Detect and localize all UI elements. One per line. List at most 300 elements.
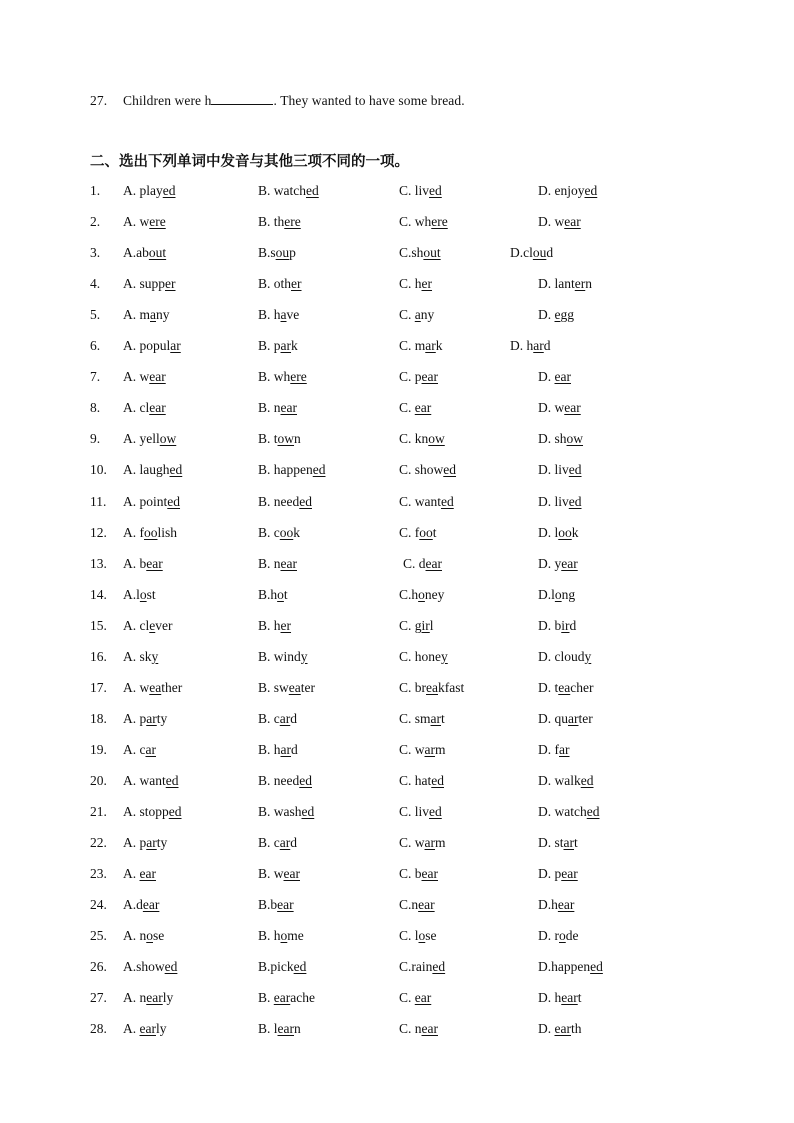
question-row <box>0 276 794 296</box>
option-c[interactable] <box>399 804 442 820</box>
question-row <box>0 494 794 514</box>
underlined-sound: er <box>421 276 433 292</box>
question-number: 23. <box>90 866 107 882</box>
option-text: C.h <box>399 586 419 602</box>
option-text: D. watch <box>538 804 587 819</box>
option-d[interactable] <box>538 587 575 603</box>
option-d[interactable] <box>538 742 570 758</box>
option-text-rest: t <box>283 586 288 602</box>
underlined-sound: oo <box>144 524 158 540</box>
option-text-rest: me <box>287 928 304 944</box>
underlined-sound: ear <box>273 990 291 1006</box>
option-text-rest: k <box>571 524 579 540</box>
option-d[interactable] <box>538 773 594 789</box>
section-title: 二、选出下列单词中发音与其他三项不同的一项。 <box>90 154 409 170</box>
option-b[interactable] <box>258 183 319 199</box>
option-text: A. f <box>123 524 144 540</box>
underlined-sound: o <box>280 928 288 944</box>
option-text: A. c <box>123 741 146 757</box>
option-b[interactable] <box>258 587 288 603</box>
underlined-sound: ar <box>559 741 570 757</box>
underlined-sound: ar <box>280 741 292 757</box>
underlined-sound: oo <box>419 524 433 540</box>
option-b[interactable] <box>258 990 315 1006</box>
question-row <box>0 369 794 389</box>
option-text-rest: d <box>569 617 577 633</box>
option-b[interactable] <box>258 400 297 416</box>
option-a[interactable] <box>123 587 156 603</box>
option-c[interactable] <box>399 494 454 510</box>
question-number: 21. <box>90 804 107 819</box>
option-text: A. sk <box>123 648 152 664</box>
option-text-rest: n <box>294 1021 301 1037</box>
option-a[interactable] <box>123 928 164 944</box>
option-text: B. n <box>258 400 281 416</box>
option-text-rest: ny <box>420 307 435 323</box>
option-text: B. h <box>258 928 281 944</box>
option-text: D. r <box>538 928 559 944</box>
underlined-sound: ed <box>580 772 594 788</box>
option-text: C.rain <box>399 959 433 975</box>
underlined-sound: out <box>423 245 441 261</box>
underlined-sound: er <box>291 276 302 292</box>
option-d[interactable] <box>538 431 583 447</box>
option-d[interactable] <box>538 369 571 385</box>
option-text: D. w <box>538 400 565 416</box>
option-c[interactable] <box>399 618 434 634</box>
option-b[interactable] <box>258 742 298 758</box>
option-d[interactable] <box>538 680 593 696</box>
question-number: 16. <box>90 648 107 664</box>
option-a[interactable] <box>123 369 166 385</box>
option-text: D. liv <box>538 493 569 509</box>
option-text: A. laugh <box>123 462 170 478</box>
option-c[interactable] <box>399 307 434 323</box>
underlined-sound: oo <box>279 524 294 540</box>
option-d[interactable] <box>538 525 579 541</box>
underlined-sound: ear <box>421 369 438 385</box>
option-a[interactable] <box>123 990 173 1006</box>
option-b[interactable] <box>258 245 296 261</box>
option-text: C. <box>399 400 415 416</box>
option-d[interactable] <box>538 711 593 727</box>
underlined-sound: ed <box>441 493 454 509</box>
option-d[interactable] <box>538 400 581 416</box>
question-row <box>0 680 794 700</box>
option-a[interactable] <box>123 183 176 199</box>
question-number: 27. <box>90 990 107 1006</box>
option-text: B. happen <box>258 462 313 478</box>
option-text: D.h <box>538 897 558 913</box>
underlined-sound: ar <box>563 835 575 851</box>
option-c[interactable] <box>399 928 437 944</box>
question-number: 17. <box>90 679 107 695</box>
option-text: C. want <box>399 493 441 509</box>
option-b[interactable] <box>258 307 299 323</box>
option-c[interactable] <box>399 245 441 261</box>
underlined-sound: ear <box>557 897 575 913</box>
option-text: B. l <box>258 1021 278 1037</box>
option-c[interactable] <box>399 400 431 416</box>
option-text: A.d <box>123 897 143 913</box>
underlined-sound: ar <box>568 710 579 726</box>
question-number: 24. <box>90 897 107 913</box>
option-a[interactable] <box>123 214 166 230</box>
underlined-sound: ed <box>586 804 600 819</box>
underlined-sound: ear <box>283 866 300 882</box>
option-text: B. watch <box>258 183 306 198</box>
option-text: A. cl <box>123 617 150 633</box>
underlined-sound: ed <box>293 959 307 975</box>
option-a[interactable] <box>123 773 179 789</box>
option-b[interactable] <box>258 494 312 510</box>
underlined-sound: ear <box>277 897 294 913</box>
underlined-sound: ed <box>167 493 181 509</box>
option-text: A. cl <box>123 400 150 416</box>
option-b[interactable] <box>258 618 291 634</box>
option-text: D. walk <box>538 772 581 788</box>
question-number: 10. <box>90 462 107 478</box>
option-b[interactable] <box>258 1021 301 1037</box>
question-number: 3. <box>90 245 101 261</box>
option-c[interactable] <box>399 835 446 851</box>
option-text: D.happen <box>538 959 591 975</box>
option-d[interactable] <box>538 183 597 199</box>
underlined-sound: ed <box>429 804 442 819</box>
option-b[interactable] <box>258 897 294 913</box>
option-text: D. lant <box>538 276 575 292</box>
underlined-sound: ar <box>170 338 181 354</box>
question-number: 14. <box>90 586 107 602</box>
option-text: A. supp <box>123 276 166 292</box>
option-text: B. sw <box>258 679 289 695</box>
option-c[interactable] <box>399 680 464 696</box>
option-d[interactable] <box>538 649 591 665</box>
underlined-sound: ea <box>288 679 301 695</box>
option-d[interactable] <box>538 897 574 913</box>
underlined-sound: ear <box>425 555 442 571</box>
option-c[interactable] <box>399 897 435 913</box>
option-text: C. kn <box>399 431 429 447</box>
question-row <box>0 866 794 886</box>
underlined-sound: ar <box>280 338 292 354</box>
option-b[interactable] <box>258 711 297 727</box>
question-number: 11. <box>90 493 107 509</box>
option-c[interactable] <box>399 462 456 478</box>
option-text: D. enjoy <box>538 183 585 198</box>
underlined-sound: ar <box>145 741 156 757</box>
option-d[interactable] <box>538 276 592 292</box>
option-text-rest: m <box>435 741 446 757</box>
option-text: C. show <box>399 462 444 478</box>
option-text: A. w <box>123 679 150 695</box>
option-b[interactable] <box>258 556 297 572</box>
option-text: D. t <box>538 679 559 695</box>
option-c[interactable] <box>399 1021 438 1037</box>
option-c[interactable] <box>399 959 445 975</box>
question-row <box>0 556 794 576</box>
underlined-sound: o <box>418 586 425 602</box>
option-c[interactable] <box>399 214 448 230</box>
option-d[interactable] <box>510 245 553 261</box>
option-text: D. <box>538 1021 555 1037</box>
option-d[interactable] <box>538 494 582 510</box>
option-a[interactable] <box>123 897 159 913</box>
option-a[interactable] <box>123 307 170 323</box>
option-text: A. play <box>123 183 163 198</box>
option-c[interactable] <box>399 866 438 882</box>
option-a[interactable] <box>123 742 156 758</box>
underlined-sound: ear <box>421 866 438 882</box>
option-text: D. p <box>538 866 562 882</box>
question-row <box>0 990 794 1010</box>
underlined-sound: ear <box>149 369 166 385</box>
option-text: D.l <box>538 586 555 602</box>
option-d[interactable] <box>538 1021 582 1037</box>
option-text: D. liv <box>538 462 569 478</box>
option-c[interactable] <box>399 431 445 447</box>
question-row <box>0 897 794 917</box>
option-text-rest: lish <box>157 524 178 540</box>
underlined-sound: ear <box>139 1021 156 1037</box>
underlined-sound: ir <box>421 617 430 633</box>
question-number: 4. <box>90 276 101 292</box>
option-d[interactable] <box>538 214 581 230</box>
option-text: D. cloud <box>538 648 585 664</box>
option-text: B. c <box>258 710 280 726</box>
option-b[interactable] <box>258 276 302 292</box>
option-a[interactable] <box>123 431 176 447</box>
option-c[interactable] <box>399 649 448 665</box>
option-a[interactable] <box>123 835 167 851</box>
option-b[interactable] <box>258 680 315 696</box>
underlined-sound: ar <box>146 710 157 726</box>
option-text: A. point <box>123 493 168 509</box>
underlined-sound: ed <box>568 493 582 509</box>
option-text: D. y <box>538 555 562 571</box>
option-text: A.show <box>123 959 165 975</box>
option-a[interactable] <box>123 959 177 975</box>
option-text-rest: t <box>577 990 582 1006</box>
option-text: C.sh <box>399 245 424 261</box>
option-text-rest: se <box>153 928 165 944</box>
option-a[interactable] <box>123 462 182 478</box>
option-text: A. yell <box>123 431 160 447</box>
intro-question <box>90 93 465 109</box>
option-a[interactable] <box>123 649 158 665</box>
option-text: A. m <box>123 307 150 323</box>
underlined-sound: ere <box>149 214 166 230</box>
option-text: D. st <box>538 835 564 851</box>
option-b[interactable] <box>258 835 297 851</box>
question-number: 1. <box>90 183 101 198</box>
option-a[interactable] <box>123 245 166 261</box>
option-text: B. th <box>258 214 285 230</box>
question-row <box>0 525 794 545</box>
option-text: B. p <box>258 338 281 354</box>
option-b[interactable] <box>258 959 306 975</box>
option-d[interactable] <box>538 866 578 882</box>
underlined-sound: out <box>148 245 167 261</box>
option-text: D. b <box>538 617 562 633</box>
option-c[interactable] <box>399 990 431 1006</box>
question-number: 8. <box>90 400 101 416</box>
option-text: C. p <box>399 369 422 385</box>
option-b[interactable] <box>258 649 308 665</box>
option-text-rest: ney <box>424 586 445 602</box>
option-text: C. liv <box>399 183 430 198</box>
option-text-rest: se <box>425 928 437 944</box>
option-d[interactable] <box>538 928 579 944</box>
option-text: B. wh <box>258 369 291 385</box>
underlined-sound: ed <box>164 959 178 975</box>
option-text: B. c <box>258 524 280 540</box>
option-a[interactable] <box>123 711 167 727</box>
option-text-rest: ter <box>578 710 593 726</box>
answer-blank[interactable] <box>211 93 273 105</box>
option-c[interactable] <box>399 183 442 199</box>
option-a[interactable] <box>123 618 173 634</box>
option-text-rest: ly <box>162 990 174 1006</box>
question-row <box>0 649 794 669</box>
option-text-rest: ver <box>155 617 173 633</box>
underlined-sound: ea <box>558 679 571 695</box>
option-text: B.b <box>258 897 278 913</box>
option-text: D. h <box>510 338 534 354</box>
option-b[interactable] <box>258 928 304 944</box>
underlined-sound: ar <box>430 710 442 726</box>
option-c[interactable] <box>399 711 445 727</box>
option-d[interactable] <box>538 307 574 323</box>
option-b[interactable] <box>258 804 314 820</box>
underlined-sound: ear <box>146 990 163 1006</box>
underlined-sound: ear <box>554 1021 571 1037</box>
underlined-sound: ed <box>162 183 176 198</box>
question-row <box>0 587 794 607</box>
option-c[interactable] <box>403 556 442 572</box>
option-d[interactable] <box>538 990 582 1006</box>
option-d[interactable] <box>538 804 599 820</box>
option-a[interactable] <box>123 680 182 696</box>
option-b[interactable] <box>258 214 301 230</box>
option-a[interactable] <box>123 525 177 541</box>
option-text-rest: n <box>294 431 301 447</box>
option-b[interactable] <box>258 462 326 478</box>
option-text: D. sh <box>538 431 567 447</box>
underlined-sound: ear <box>564 214 581 230</box>
option-d[interactable] <box>538 618 576 634</box>
underlined-sound: ed <box>312 462 326 478</box>
option-c[interactable] <box>399 773 444 789</box>
option-text: B. h <box>258 741 281 757</box>
question-row <box>0 462 794 482</box>
option-text: C. f <box>399 524 420 540</box>
option-text-rest: l <box>429 617 434 633</box>
option-text-rest: d <box>290 710 297 726</box>
option-text: A.ab <box>123 245 149 261</box>
option-text-rest: ty <box>156 710 168 726</box>
underlined-sound: ar <box>279 710 291 726</box>
option-b[interactable] <box>258 369 307 385</box>
option-text-rest: kfast <box>437 679 465 695</box>
question-row <box>0 431 794 451</box>
option-d[interactable] <box>538 835 578 851</box>
option-text: C. wh <box>399 214 432 230</box>
option-c[interactable] <box>399 742 446 758</box>
question-row <box>0 214 794 234</box>
option-c[interactable] <box>399 276 432 292</box>
underlined-sound: ear <box>418 897 435 913</box>
option-a[interactable] <box>123 494 180 510</box>
option-d[interactable] <box>538 959 603 975</box>
option-b[interactable] <box>258 338 298 354</box>
option-a[interactable] <box>123 338 181 354</box>
underlined-sound: ear <box>561 990 578 1006</box>
option-a[interactable] <box>123 866 156 882</box>
option-c[interactable] <box>399 369 438 385</box>
question-row <box>0 618 794 638</box>
underlined-sound: ed <box>584 183 598 198</box>
question-row <box>0 928 794 948</box>
option-text: C. <box>399 307 415 323</box>
question-number: 13. <box>90 555 107 571</box>
option-b[interactable] <box>258 773 312 789</box>
option-text-rest: ty <box>156 835 168 851</box>
option-d[interactable] <box>538 462 582 478</box>
option-c[interactable] <box>399 587 444 603</box>
question-number: 18. <box>90 710 107 726</box>
question-row <box>0 245 794 265</box>
option-text: A. stopp <box>123 804 169 819</box>
underlined-sound: ed <box>590 959 603 975</box>
option-a[interactable] <box>123 1021 167 1037</box>
option-text: A. b <box>123 555 147 571</box>
option-text: C. b <box>399 866 422 882</box>
option-text: C. w <box>399 741 425 757</box>
option-text: C. w <box>399 835 425 851</box>
option-d[interactable] <box>538 556 578 572</box>
intro-question-text-after: . They wanted to have some bread. <box>273 93 465 108</box>
option-a[interactable] <box>123 276 176 292</box>
underlined-sound: e <box>149 617 156 633</box>
option-text-rest: de <box>565 928 579 944</box>
underlined-sound: a <box>280 307 287 323</box>
option-a[interactable] <box>123 400 166 416</box>
question-number: 28. <box>90 1021 107 1037</box>
underlined-sound: ar <box>425 338 436 354</box>
option-b[interactable] <box>258 431 301 447</box>
underlined-sound: ear <box>414 400 432 416</box>
option-text: B. t <box>258 431 278 447</box>
option-b[interactable] <box>258 866 300 882</box>
underlined-sound: ear <box>139 866 156 882</box>
option-text: B. need <box>258 772 300 788</box>
option-c[interactable] <box>399 338 443 354</box>
option-text: C. hat <box>399 772 432 788</box>
option-a[interactable] <box>123 556 163 572</box>
question-row <box>0 742 794 762</box>
underlined-sound: ed <box>301 804 315 819</box>
option-a[interactable] <box>123 804 182 820</box>
option-b[interactable] <box>258 525 300 541</box>
option-text-rest: t <box>441 710 445 726</box>
option-text: B. wind <box>258 648 301 664</box>
option-d[interactable] <box>510 338 551 354</box>
option-text-rest: cher <box>570 679 594 695</box>
option-c[interactable] <box>399 525 437 541</box>
option-text-rest: ny <box>156 307 170 323</box>
underlined-sound: o <box>559 928 566 944</box>
